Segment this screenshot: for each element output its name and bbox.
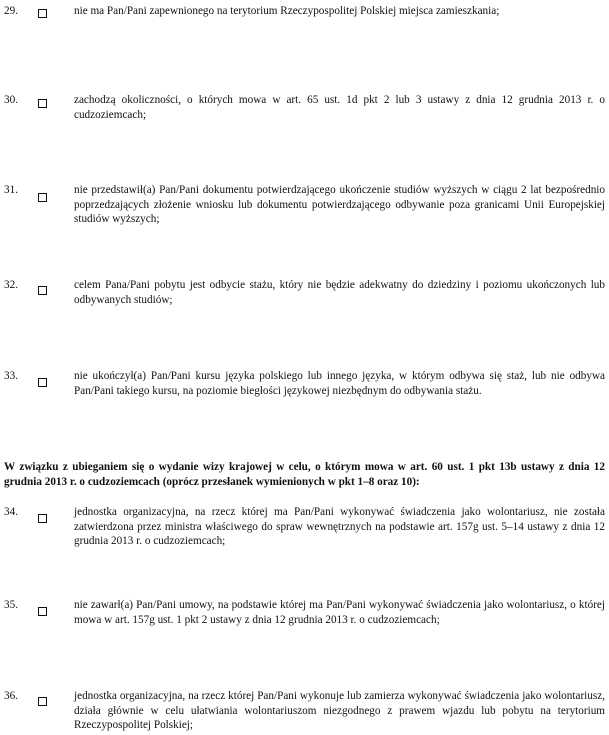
item-number: 36. [4, 690, 18, 702]
item-text: jednostka organizacyjna, na rzecz której Pan/Pani wykonuje lub zamierza wykonywać świadczenia jako wolontariusz, działa głównie w celu ułatwiania wolontariuszom niezgodnego z prawem wjazdu lub pobytu na terytorium Rzeczypospolitej Polskiej; [74, 690, 605, 732]
item-text: celem Pana/Pani pobytu jest odbycie stażu, który nie będzie adekwatny do dziedziny i poziomu ukończonych lub odbywanych studiów; [74, 279, 605, 306]
item-text: nie przedstawił(a) Pan/Pani dokumentu potwierdzającego ukończenie studiów wyższych w ciągu 2 lat bezpośrednio poprzedzających złożenie wniosku lub dokumentu potwierdzającego odbywanie poza granicami Unii Europejskiej studiów wyższych; [74, 184, 605, 226]
checkbox[interactable] [38, 193, 47, 202]
item-number: 33. [4, 370, 18, 382]
item-number: 35. [4, 599, 18, 611]
item-number: 32. [4, 279, 18, 291]
item-number: 31. [4, 184, 18, 196]
checkbox[interactable] [38, 9, 47, 18]
item-text: nie ma Pan/Pani zapewnionego na terytorium Rzeczypospolitej Polskiej miejsca zamieszkania; [74, 5, 500, 17]
item-number: 30. [4, 94, 18, 106]
section-heading: W związku z ubieganiem się o wydanie wizy krajowej w celu, o którym mowa w art. 60 ust. 1 pkt 13b ustawy z dnia 12 grudnia 2013 r. o cudzoziemcach (oprócz przesłanek wymienionych w pkt 1–8 oraz 10): [4, 461, 605, 488]
checkbox[interactable] [38, 378, 47, 387]
item-number: 29. [4, 5, 18, 17]
item-number: 34. [4, 506, 18, 518]
checkbox[interactable] [38, 607, 47, 616]
checkbox[interactable] [38, 514, 47, 523]
item-text: jednostka organizacyjna, na rzecz której ma Pan/Pani wykonywać świadczenia jako wolontariusz, nie została zatwierdzona przez ministra właściwego do spraw wewnętrznych na podstawie art. 157g ust. 5–14 ustawy z dnia 12 grudnia 2013 r. o cudzoziemcach; [74, 506, 605, 548]
checkbox[interactable] [38, 99, 47, 108]
item-text: zachodzą okoliczności, o których mowa w art. 65 ust. 1d pkt 2 lub 3 ustawy z dnia 12 grudnia 2013 r. o cudzoziemcach; [74, 94, 605, 121]
checkbox[interactable] [38, 697, 47, 706]
checkbox[interactable] [38, 286, 47, 295]
item-text: nie ukończył(a) Pan/Pani kursu języka polskiego lub innego języka, w którym odbywa się staż, lub nie odbywa Pan/Pani takiego kursu, na poziomie biegłości językowej niezbędnym do odbywania stażu. [74, 370, 605, 397]
item-text: nie zawarł(a) Pan/Pani umowy, na podstawie której ma Pan/Pani wykonywać świadczenia jako wolontariusz, o której mowa w art. 157g ust. 1 pkt 2 ustawy z dnia 12 grudnia 2013 r. o cudzoziemcach; [74, 599, 605, 626]
